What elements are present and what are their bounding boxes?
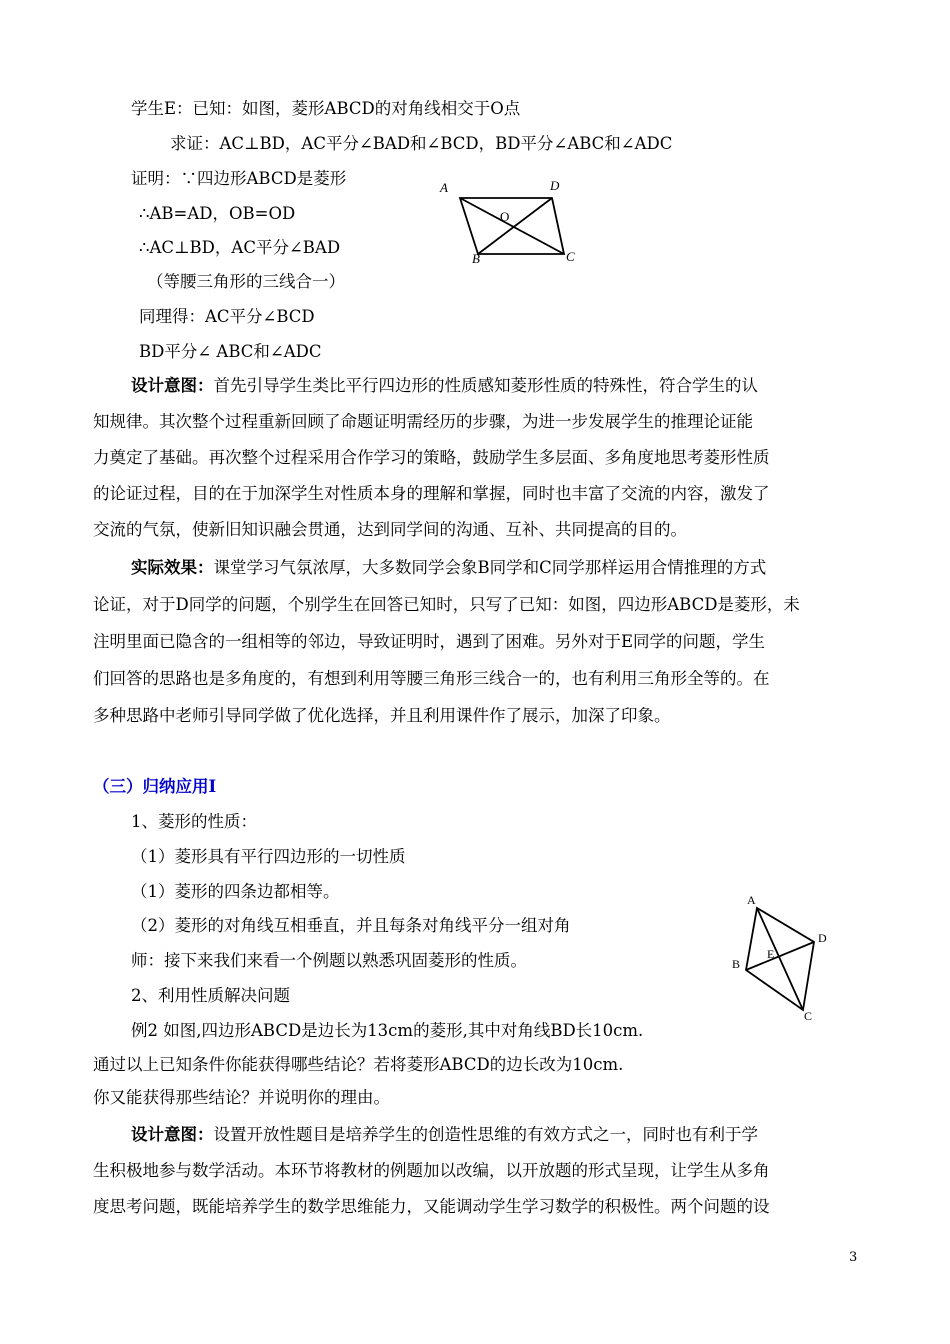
- label-a2: A: [747, 893, 756, 907]
- proof-line-4: ∴AB=AD，OB=OD: [139, 204, 296, 223]
- section-line-3: （1）菱形的四条边都相等。: [131, 882, 340, 901]
- design-intent-1-line-2: 知规律。其次整个过程重新回顾了命题证明需经历的步骤，为进一步发展学生的推理论证能: [93, 412, 753, 431]
- design-intent-2-line-2: 生积极地参与数学活动。本环节将教材的例题加以改编，以开放题的形式呈现，让学生从多角: [93, 1161, 770, 1180]
- proof-line-1: 学生E：已知：如图，菱形ABCD的对角线相交于O点: [131, 99, 521, 118]
- label-b2: B: [732, 957, 741, 971]
- label-o: O: [500, 209, 510, 224]
- label-c: C: [566, 249, 575, 264]
- effect-line-1: 实际效果：课堂学习气氛浓厚，大多数同学会象B同学和C同学那样运用合情推理的方式: [131, 558, 767, 577]
- rhombus-figure-1: [430, 172, 600, 272]
- effect-label: 实际效果：: [131, 558, 214, 577]
- design-intent-label: 设计意图：: [131, 376, 214, 395]
- label-b: B: [472, 251, 480, 266]
- section-heading: （三）归纳应用Ⅰ: [93, 777, 217, 796]
- effect-line-5: 多种思路中老师引导同学做了优化选择，并且利用课件作了展示，加深了印象。: [93, 706, 671, 725]
- proof-line-2: 求证：AC⊥BD，AC平分∠BAD和∠BCD，BD平分∠ABC和∠ADC: [170, 134, 673, 153]
- design-intent-1-line-5: 交流的气氛，使新旧知识融会贯通，达到同学间的沟通、互补、共同提高的目的。: [93, 520, 687, 539]
- design-intent-2-line-3: 度思考问题，既能培养学生的数学思维能力，又能调动学生学习数学的积极性。两个问题的设: [93, 1197, 770, 1216]
- section-line-1: 1、菱形的性质：: [131, 812, 257, 831]
- effect-line-4: 们回答的思路也是多角度的，有想到利用等腰三角形三线合一的，也有利用三角形全等的。在: [93, 669, 770, 688]
- design-intent-1-line-4: 的论证过程，目的在于加深学生对性质本身的理解和掌握，同时也丰富了交流的内容，激发了: [93, 484, 770, 503]
- example-line-1: 例2 如图,四边形ABCD是边长为13cm的菱形,其中对角线BD长10cm.: [131, 1021, 644, 1040]
- proof-line-3: 证明：∵四边形ABCD是菱形: [131, 169, 347, 188]
- proof-line-5: ∴AC⊥BD，AC平分∠BAD: [139, 238, 341, 257]
- label-e2: E: [767, 947, 775, 961]
- page-number: 3: [849, 1250, 858, 1265]
- rhombus-figure-2: [724, 888, 844, 1024]
- design-intent-1-line-1: 设计意图：首先引导学生类比平行四边形的性质感知菱形性质的特殊性，符合学生的认: [131, 376, 758, 395]
- proof-line-6: （等腰三角形的三线合一）: [147, 272, 345, 291]
- effect-line-3: 注明里面已隐含的一组相等的邻边，导致证明时，遇到了困难。另外对于E同学的问题，学生: [93, 632, 766, 651]
- label-d2: D: [818, 931, 827, 945]
- section-line-6: 2、利用性质解决问题: [131, 986, 290, 1005]
- design-intent-2-line-1: 设计意图：设置开放性题目是培养学生的创造性思维的有效方式之一，同时也有利于学: [131, 1125, 758, 1144]
- proof-line-7: 同理得：AC平分∠BCD: [139, 307, 315, 326]
- effect-line-2: 论证，对于D同学的问题，个别学生在回答已知时，只写了已知：如图，四边形ABCD是菱形，未: [93, 595, 800, 614]
- section-line-4: （2）菱形的对角线互相垂直，并且每条对角线平分一组对角: [131, 916, 571, 935]
- label-a: A: [440, 180, 448, 195]
- section-line-2: （1）菱形具有平行四边形的一切性质: [131, 847, 406, 866]
- proof-line-8: BD平分∠ ABC和∠ADC: [139, 342, 322, 361]
- section-line-5: 师：接下来我们来看一个例题以熟悉巩固菱形的性质。: [131, 951, 527, 970]
- example-line-3: 你又能获得那些结论？并说明你的理由。: [93, 1088, 390, 1107]
- design-intent-1-line-3: 力奠定了基础。再次整个过程采用合作学习的策略，鼓励学生多层面、多角度地思考菱形性质: [93, 448, 770, 467]
- label-d: D: [550, 178, 560, 193]
- label-c2: C: [804, 1009, 813, 1023]
- example-line-2: 通过以上已知条件你能获得哪些结论？若将菱形ABCD的边长改为10cm.: [93, 1055, 624, 1074]
- design-intent-label-2: 设计意图：: [131, 1125, 214, 1144]
